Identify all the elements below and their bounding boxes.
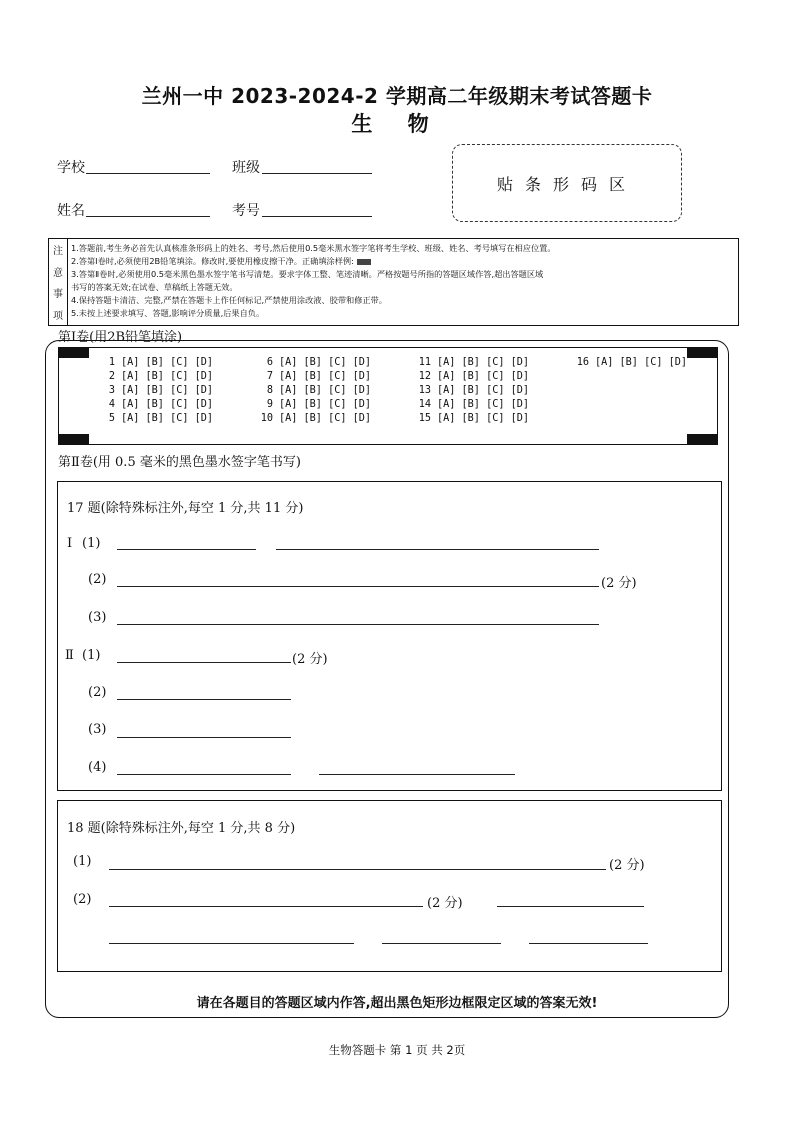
q17-2-4-label: (4) (88, 760, 107, 775)
q18-1-blank[interactable] (109, 868, 606, 870)
notice-char: 事 (53, 289, 63, 301)
mc-options[interactable]: [A] [B] [C] [D] (437, 385, 530, 396)
q18-1-label: (1) (73, 854, 92, 869)
notice-line: 3.答第Ⅱ卷时,必须使用0.5毫米黑色墨水签字笔书写清楚。要求字体工整、笔迹清晰。严格按题号所指的答题区域作答,超出答题区域 (71, 269, 544, 279)
mc-question-number: 3 (108, 385, 115, 396)
mc-question-number: 15 (418, 413, 431, 424)
notice-line (71, 255, 735, 268)
q17-1-3-blank[interactable] (117, 623, 599, 625)
mc-question-number: 9 (266, 399, 273, 410)
q17-2-3-label: (3) (88, 722, 107, 737)
school-label: 学校 (57, 160, 85, 176)
mc-question-1[interactable] (89, 356, 213, 370)
mc-question-number: 7 (266, 371, 273, 382)
notice-line-text: 2.答第Ⅰ卷时,必须使用2B铅笔填涂。修改时,要使用橡皮擦干净。正确填涂样例: (71, 256, 354, 266)
page-indicator: 生物答题卡 第 1 页 共 2页 (328, 1043, 466, 1057)
mc-column (405, 356, 529, 426)
notice-line: 1.答题前,考生务必首先认真核准条形码上的姓名、考号,然后使用0.5毫米黑水签字笔将考生学校、班级、姓名、考号填写在相应位置。 (71, 243, 556, 253)
section1-label: 第Ⅰ卷(用2B铅笔填涂) (58, 330, 183, 345)
mc-options[interactable]: [A] [B] [C] [D] (279, 399, 372, 410)
mc-question-12[interactable] (405, 370, 529, 384)
q17-part1-label: Ⅰ (67, 536, 73, 551)
mc-options[interactable]: [A] [B] [C] [D] (279, 385, 372, 396)
mc-question-number: 12 (418, 371, 431, 382)
mc-question-6[interactable] (247, 356, 371, 370)
q18-2-blank-a[interactable] (109, 905, 423, 907)
notice-line: 书写的答案无效;在试卷、草稿纸上答题无效。 (71, 282, 238, 292)
mc-question-13[interactable] (405, 384, 529, 398)
mc-question-8[interactable] (247, 384, 371, 398)
mc-question-number: 1 (108, 357, 115, 368)
name-label: 姓名 (57, 203, 85, 219)
q17-title: 17 题(除特殊标注外,每空 1 分,共 11 分) (67, 501, 304, 516)
mc-question-16[interactable] (563, 356, 687, 370)
mc-column (247, 356, 371, 426)
section2-label: 第Ⅱ卷(用 0.5 毫米的黑色墨水签字笔书写) (58, 455, 301, 470)
exam-no-field[interactable] (262, 200, 372, 217)
notice-char: 项 (53, 310, 63, 322)
school-field[interactable] (86, 157, 210, 174)
q17-1-1-label: (1) (82, 536, 101, 551)
name-field[interactable] (86, 200, 210, 217)
notice-side (49, 239, 68, 325)
class-field[interactable] (262, 157, 372, 174)
q18-2-blank-b[interactable] (497, 905, 644, 907)
mc-options[interactable]: [A] [B] [C] [D] (121, 399, 214, 410)
notice-text (71, 242, 735, 320)
q18-2-blank-d[interactable] (382, 942, 501, 944)
mc-options[interactable]: [A] [B] [C] [D] (121, 371, 214, 382)
boundary-warning: 请在各题目的答题区域内作答,超出黑色矩形边框限定区域的答案无效! (196, 996, 598, 1011)
mc-question-number: 5 (108, 413, 115, 424)
q17-part2-label: Ⅱ (65, 648, 74, 663)
q17-2-4-blank-b[interactable] (319, 773, 515, 775)
mc-grid (58, 347, 718, 445)
mc-question-10[interactable] (247, 412, 371, 426)
q17-2-1-blank[interactable] (117, 661, 291, 663)
mc-options[interactable]: [A] [B] [C] [D] (437, 357, 530, 368)
mc-question-number: 11 (418, 357, 431, 368)
q17-2-2-blank[interactable] (117, 698, 291, 700)
q17-box (57, 481, 722, 791)
barcode-area (452, 144, 682, 222)
mc-question-number: 4 (108, 399, 115, 410)
class-label: 班级 (232, 160, 260, 176)
mc-question-5[interactable] (89, 412, 213, 426)
q18-2-score: (2 分) (427, 896, 463, 911)
mc-question-number: 2 (108, 371, 115, 382)
subject-title: 生 物 (351, 112, 443, 136)
mc-options[interactable]: [A] [B] [C] [D] (279, 371, 372, 382)
q17-2-2-label: (2) (88, 685, 107, 700)
mc-column (89, 356, 213, 426)
alignment-mark (59, 348, 89, 358)
exam-no-label: 考号 (232, 203, 260, 219)
notice-line: 4.保持答题卡清洁、完整,严禁在答题卡上作任何标记,严禁使用涂改液、胶带和修正带。 (71, 295, 387, 305)
mc-column (563, 356, 687, 370)
mc-question-11[interactable] (405, 356, 529, 370)
q17-1-2-score: (2 分) (601, 576, 637, 591)
q18-1-score: (2 分) (609, 858, 645, 873)
mc-question-number: 6 (266, 357, 273, 368)
notice-line: 5.未按上述要求填写、答题,影响评分质量,后果自负。 (71, 308, 265, 318)
q17-1-2-label: (2) (88, 572, 107, 587)
q18-2-blank-e[interactable] (529, 942, 648, 944)
mc-options[interactable]: [A] [B] [C] [D] (437, 399, 530, 410)
mc-question-3[interactable] (89, 384, 213, 398)
alignment-mark (687, 434, 717, 444)
mc-question-number: 13 (418, 385, 431, 396)
mc-question-15[interactable] (405, 412, 529, 426)
mc-options[interactable]: [A] [B] [C] [D] (437, 413, 530, 424)
mc-question-number: 10 (260, 413, 273, 424)
mc-options[interactable]: [A] [B] [C] [D] (279, 357, 372, 368)
mc-options[interactable]: [A] [B] [C] [D] (279, 413, 372, 424)
mc-question-number: 16 (576, 357, 589, 368)
barcode-area-label: 贴条形码区 (496, 174, 637, 194)
mc-question-14[interactable] (405, 398, 529, 412)
notice-box (48, 238, 739, 326)
q17-1-2-blank[interactable] (117, 585, 599, 587)
mc-options[interactable]: [A] [B] [C] [D] (437, 371, 530, 382)
q17-2-1-label: (1) (82, 648, 101, 663)
mc-options[interactable]: [A] [B] [C] [D] (121, 413, 214, 424)
mc-options[interactable]: [A] [B] [C] [D] (121, 357, 214, 368)
mc-question-number: 8 (266, 385, 273, 396)
q17-2-1-score: (2 分) (292, 652, 328, 667)
mc-question-4[interactable] (89, 398, 213, 412)
mc-question-7[interactable] (247, 370, 371, 384)
mc-question-2[interactable] (89, 370, 213, 384)
q18-2-label: (2) (73, 892, 92, 907)
q17-2-3-blank[interactable] (117, 736, 291, 738)
q17-1-1-blank-a[interactable] (117, 548, 256, 550)
fill-sample-icon (357, 259, 371, 265)
q17-2-4-blank-a[interactable] (117, 773, 291, 775)
q18-2-blank-c[interactable] (109, 942, 354, 944)
mc-options[interactable]: [A] [B] [C] [D] (595, 357, 688, 368)
q18-title: 18 题(除特殊标注外,每空 1 分,共 8 分) (67, 821, 296, 836)
alignment-mark (59, 434, 89, 444)
mc-options[interactable]: [A] [B] [C] [D] (121, 385, 214, 396)
mc-question-number: 14 (418, 399, 431, 410)
alignment-mark (687, 348, 717, 358)
page-title: 兰州一中 2023-2024-2 学期高二年级期末考试答题卡 (141, 84, 653, 108)
q17-1-1-blank-b[interactable] (276, 548, 599, 550)
notice-char: 意 (53, 267, 63, 279)
q17-1-3-label: (3) (88, 610, 107, 625)
mc-question-9[interactable] (247, 398, 371, 412)
notice-char: 注 (53, 246, 63, 258)
